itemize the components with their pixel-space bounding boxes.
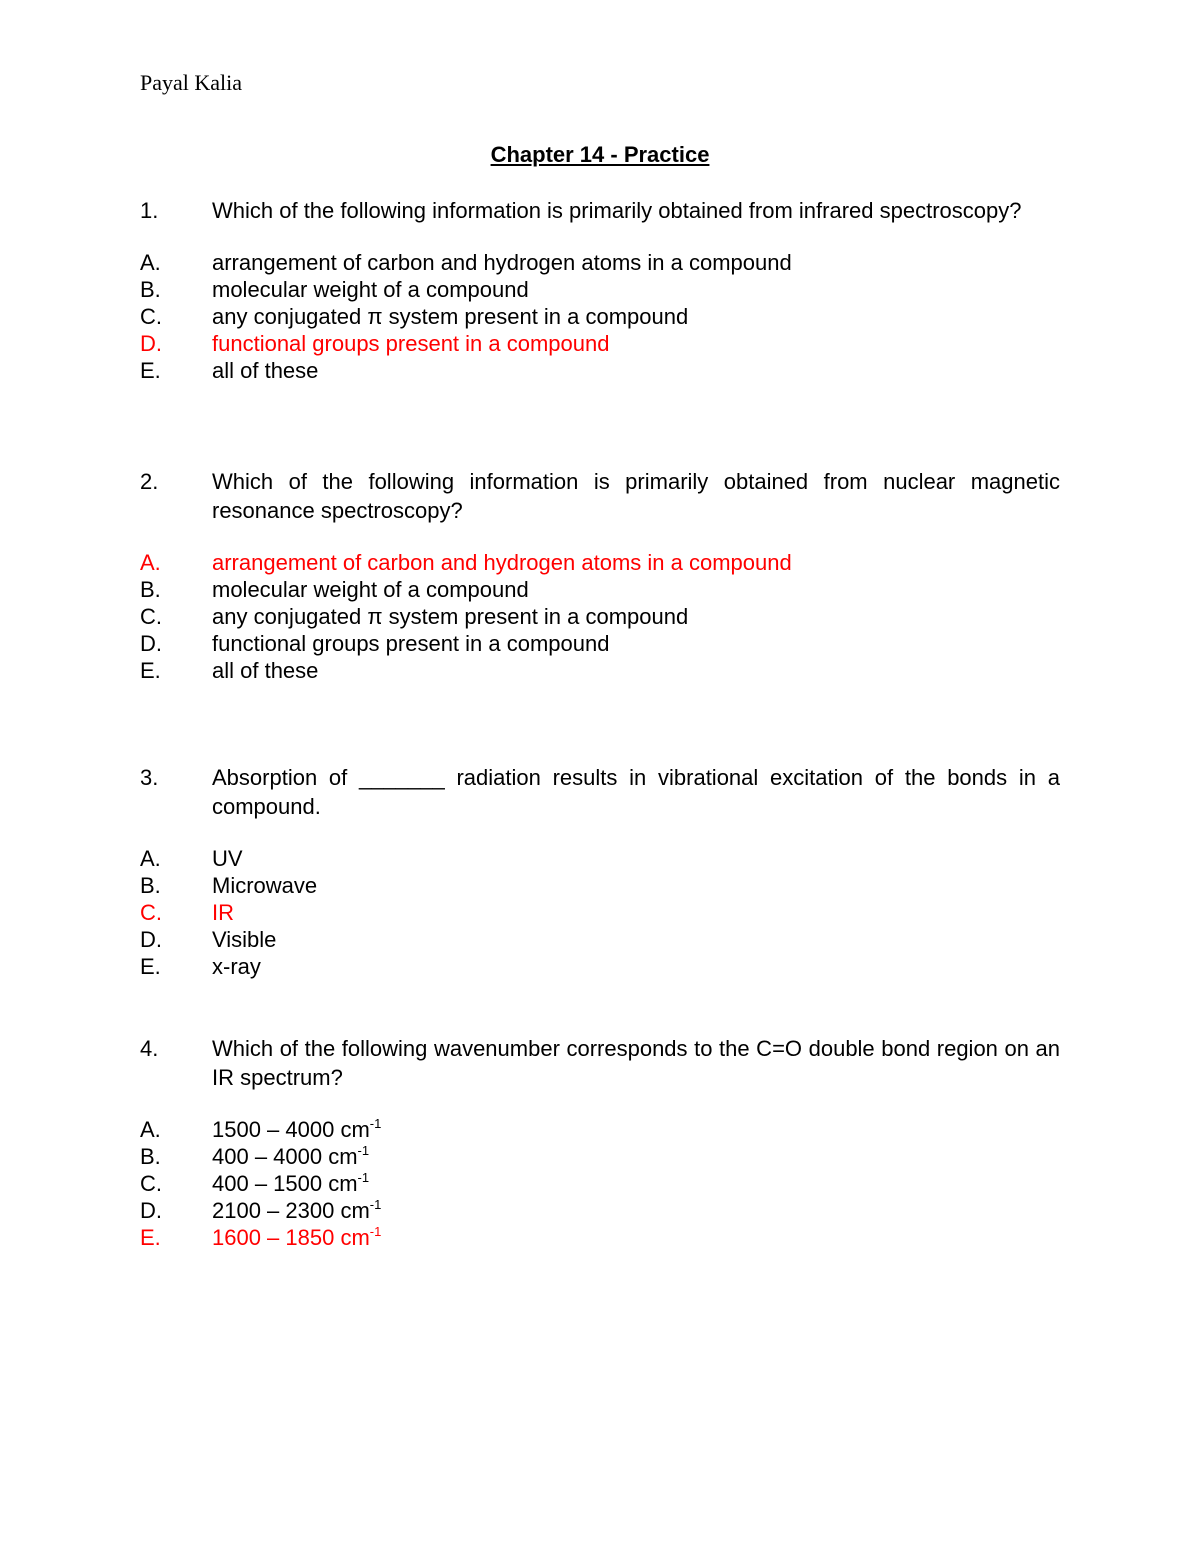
question-number: 3.: [140, 765, 159, 790]
option-text: any conjugated π system present in a compound: [212, 604, 689, 629]
option-text: [212, 1116, 381, 1143]
option-text: [212, 1197, 381, 1224]
option-text: x-ray: [212, 954, 261, 979]
author-name: Payal Kalia: [140, 70, 243, 95]
option-text: all of these: [212, 358, 319, 383]
options-list: [140, 249, 1060, 384]
option-c-correct: [140, 899, 1060, 926]
option-letter: B.: [140, 1144, 161, 1169]
options-list: [140, 1116, 1060, 1251]
option-exponent: -1: [369, 1224, 382, 1239]
question-text: Which of the following information is primarily obtained from nuclear magnetic resonance spectroscopy?: [212, 469, 1060, 523]
option-text: arrangement of carbon and hydrogen atoms in a compound: [212, 550, 792, 575]
option-d-correct: [140, 330, 1060, 357]
option-text: molecular weight of a compound: [212, 277, 529, 302]
option-exponent: -1: [357, 1143, 370, 1158]
option-b: [140, 1143, 1060, 1170]
option-letter: D.: [140, 1198, 162, 1223]
question-1: [140, 196, 1060, 384]
question-text: Absorption of _______ radiation results in vibrational excitation of the bonds in a compound.: [212, 765, 1060, 819]
option-letter: C.: [140, 1171, 162, 1196]
option-letter: B.: [140, 873, 161, 898]
option-letter: D.: [140, 927, 162, 952]
option-c: [140, 603, 1060, 630]
option-letter: D.: [140, 331, 162, 356]
option-e: [140, 657, 1060, 684]
option-a-correct: [140, 549, 1060, 576]
question-text: Which of the following wavenumber corresponds to the C=O double bond region on an IR spectrum?: [212, 1036, 1060, 1090]
option-text: IR: [212, 900, 234, 925]
option-letter: A.: [140, 250, 161, 275]
option-e-correct: [140, 1224, 1060, 1251]
option-c: [140, 303, 1060, 330]
option-c: [140, 1170, 1060, 1197]
question-number: 1.: [140, 198, 159, 223]
option-letter: E.: [140, 358, 161, 383]
option-text: any conjugated π system present in a compound: [212, 304, 689, 329]
question-3: [140, 763, 1060, 980]
option-letter: B.: [140, 577, 161, 602]
option-d: [140, 630, 1060, 657]
option-value: 400 – 1500 cm: [212, 1171, 358, 1196]
option-b: [140, 872, 1060, 899]
option-letter: E.: [140, 1225, 161, 1250]
option-letter: E.: [140, 658, 161, 683]
option-text: Visible: [212, 927, 277, 952]
option-letter: D.: [140, 631, 162, 656]
option-value: 2100 – 2300 cm: [212, 1198, 370, 1223]
option-letter: C.: [140, 304, 162, 329]
option-text: arrangement of carbon and hydrogen atoms in a compound: [212, 250, 792, 275]
option-text: functional groups present in a compound: [212, 631, 610, 656]
option-text: functional groups present in a compound: [212, 331, 610, 356]
option-e: [140, 357, 1060, 384]
page-title: Chapter 14 - Practice: [490, 142, 710, 167]
option-b: [140, 276, 1060, 303]
options-list: [140, 845, 1060, 980]
option-letter: B.: [140, 277, 161, 302]
question-2: [140, 467, 1060, 684]
question-number: 2.: [140, 469, 159, 494]
option-letter: A.: [140, 846, 161, 871]
option-letter: C.: [140, 900, 162, 925]
option-b: [140, 576, 1060, 603]
option-letter: A.: [140, 1117, 161, 1142]
option-d: [140, 1197, 1060, 1224]
option-exponent: -1: [369, 1116, 382, 1131]
option-text: [212, 1170, 369, 1197]
option-d: [140, 926, 1060, 953]
option-text: molecular weight of a compound: [212, 577, 529, 602]
question-number: 4.: [140, 1036, 159, 1061]
question-4: [140, 1034, 1060, 1251]
option-e: [140, 953, 1060, 980]
option-value: 1500 – 4000 cm: [212, 1117, 370, 1142]
option-text: Microwave: [212, 873, 318, 898]
option-value: 400 – 4000 cm: [212, 1144, 358, 1169]
option-exponent: -1: [369, 1197, 382, 1212]
option-letter: C.: [140, 604, 162, 629]
option-letter: E.: [140, 954, 161, 979]
option-letter: A.: [140, 550, 161, 575]
option-text: UV: [212, 846, 243, 871]
option-a: [140, 845, 1060, 872]
option-exponent: -1: [357, 1170, 370, 1185]
options-list: [140, 549, 1060, 684]
question-text: Which of the following information is primarily obtained from infrared spectroscopy?: [212, 198, 1022, 223]
option-value: 1600 – 1850 cm: [212, 1225, 370, 1250]
option-text: [212, 1224, 381, 1251]
option-text: [212, 1143, 369, 1170]
option-a: [140, 249, 1060, 276]
option-a: [140, 1116, 1060, 1143]
option-text: all of these: [212, 658, 319, 683]
